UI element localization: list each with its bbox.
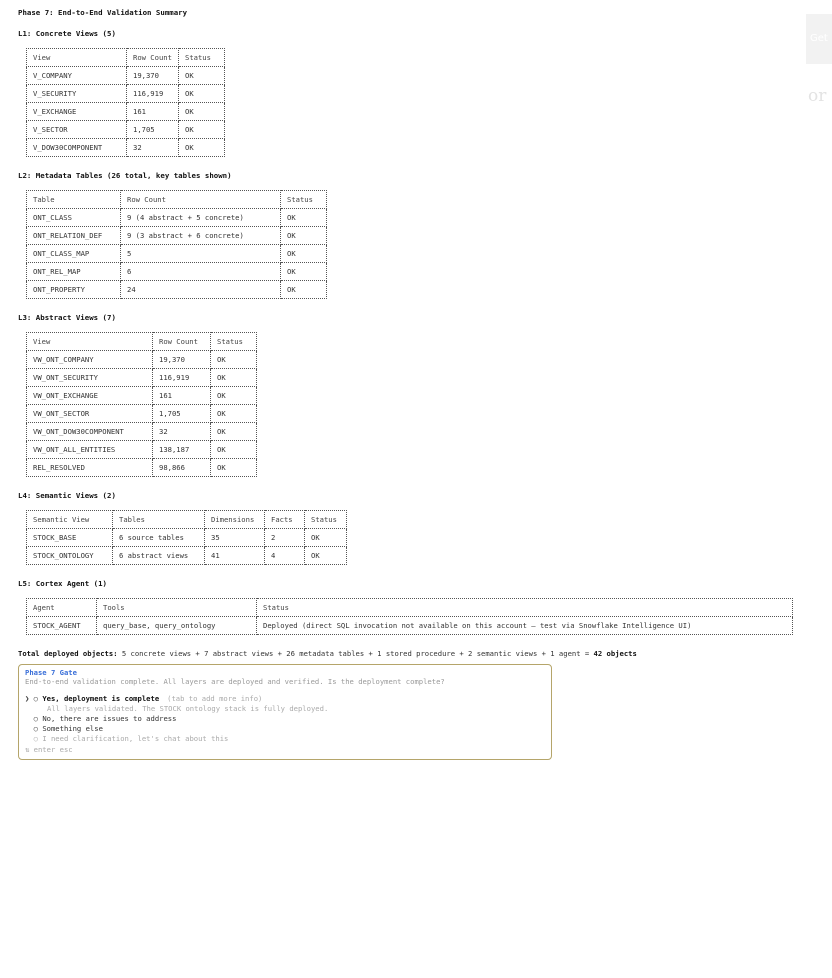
table-cell: 9 (3 abstract + 6 concrete) [121,227,281,245]
table-cell: OK [179,139,225,157]
table-cell: 161 [153,387,211,405]
table-row [27,121,225,139]
table-cell: 32 [127,139,179,157]
l1-table [26,48,225,157]
table-cell: OK [305,529,347,547]
table-cell: ONT_REL_MAP [27,263,121,281]
column-header: View [27,49,127,67]
table-cell: 6 abstract views [113,547,205,565]
column-header: View [27,333,153,351]
table-cell: 138,187 [153,441,211,459]
table-row [27,405,257,423]
table-cell: OK [211,441,257,459]
table-cell: 116,919 [153,369,211,387]
table-cell: query_base, query_ontology [97,617,257,635]
table-cell: OK [211,369,257,387]
table-cell: ONT_PROPERTY [27,281,121,299]
table-cell: VW_ONT_EXCHANGE [27,387,153,405]
option-hint: (tab to add more info) [167,694,263,703]
table-cell: OK [179,85,225,103]
table-row [27,245,327,263]
option-label: Something else [42,724,103,733]
table-cell: OK [281,245,327,263]
selection-caret-icon: ❯ ○ [25,694,43,703]
l5-heading: L5: Cortex Agent (1) [18,579,107,588]
table-cell: OK [211,459,257,477]
option-label: No, there are issues to address [42,714,177,723]
table-header-row [27,599,793,617]
table-cell: V_EXCHANGE [27,103,127,121]
table-cell: 1,705 [127,121,179,139]
table-row [27,441,257,459]
column-header: Row Count [153,333,211,351]
table-header-row [27,191,327,209]
column-header: Semantic View [27,511,113,529]
table-cell: OK [211,423,257,441]
table-cell: OK [179,67,225,85]
table-cell: OK [211,405,257,423]
option-label: Yes, deployment is complete [42,694,160,703]
table-cell: V_COMPANY [27,67,127,85]
table-cell: VW_ONT_SECTOR [27,405,153,423]
column-header: Status [179,49,225,67]
radio-icon: ○ [25,734,43,743]
l1-heading: L1: Concrete Views (5) [18,29,116,38]
table-cell: OK [211,387,257,405]
table-row [27,209,327,227]
table-cell: 32 [153,423,211,441]
l4-table [26,510,347,565]
table-row [27,85,225,103]
table-cell: OK [281,263,327,281]
gate-option-clarification[interactable] [25,734,545,744]
table-cell: VW_ONT_COMPANY [27,351,153,369]
table-cell: OK [281,227,327,245]
table-row [27,459,257,477]
table-cell: ONT_CLASS_MAP [27,245,121,263]
l5-table [26,598,793,635]
table-cell: 9 (4 abstract + 5 concrete) [121,209,281,227]
table-cell: VW_ONT_ALL_ENTITIES [27,441,153,459]
side-text: or [808,86,827,106]
table-row [27,139,225,157]
phase-gate-prompt [18,664,552,760]
l3-table [26,332,257,477]
validation-summary [18,8,818,760]
radio-icon: ○ [25,724,43,733]
column-header: Table [27,191,121,209]
table-cell: 35 [205,529,265,547]
total-objects [18,649,818,658]
table-cell: 161 [127,103,179,121]
total-result: 42 objects [593,649,637,658]
table-cell: OK [211,351,257,369]
table-row [27,529,347,547]
table-cell: 24 [121,281,281,299]
table-cell: 4 [265,547,305,565]
table-row [27,281,327,299]
get-started-button[interactable]: Get [806,14,832,64]
column-header: Agent [27,599,97,617]
table-row [27,423,257,441]
gate-option-yes[interactable] [25,694,545,704]
table-header-row [27,49,225,67]
gate-option-no[interactable] [25,714,545,724]
table-cell: REL_RESOLVED [27,459,153,477]
option-description: All layers validated. The STOCK ontology stack is fully deployed. [47,704,329,713]
table-cell: OK [179,121,225,139]
column-header: Facts [265,511,305,529]
table-row [27,227,327,245]
column-header: Tools [97,599,257,617]
option-label: I need clarification, let's chat about this [42,734,229,743]
table-cell: 19,370 [127,67,179,85]
table-cell: V_SECURITY [27,85,127,103]
column-header: Status [281,191,327,209]
table-row [27,617,793,635]
table-row [27,67,225,85]
column-header: Dimensions [205,511,265,529]
table-cell: OK [305,547,347,565]
total-text: 5 concrete views + 7 abstract views + 26 metadata tables + 1 stored procedure + 2 semantic views + 1 agent = [121,649,590,658]
radio-icon: ○ [25,714,43,723]
l2-table [26,190,327,299]
table-cell: V_SECTOR [27,121,127,139]
column-header: Status [257,599,793,617]
column-header: Status [305,511,347,529]
column-header: Status [211,333,257,351]
table-row [27,263,327,281]
table-row [27,369,257,387]
column-header: Row Count [121,191,281,209]
table-cell: Deployed (direct SQL invocation not available on this account — test via Snowflake Intelligence UI) [257,617,793,635]
keyboard-hints: ⇅ enter esc [25,745,73,754]
table-row [27,351,257,369]
gate-title: Phase 7 Gate [25,668,77,677]
table-row [27,103,225,121]
table-cell: 98,866 [153,459,211,477]
l3-heading: L3: Abstract Views (7) [18,313,116,322]
table-header-row [27,511,347,529]
table-cell: 6 source tables [113,529,205,547]
table-cell: VW_ONT_SECURITY [27,369,153,387]
table-cell: 2 [265,529,305,547]
table-cell: 1,705 [153,405,211,423]
table-cell: 5 [121,245,281,263]
table-cell: ONT_RELATION_DEF [27,227,121,245]
table-cell: ONT_CLASS [27,209,121,227]
table-cell: OK [179,103,225,121]
table-cell: OK [281,281,327,299]
table-row [27,387,257,405]
column-header: Tables [113,511,205,529]
l4-heading: L4: Semantic Views (2) [18,491,116,500]
table-cell: STOCK_BASE [27,529,113,547]
column-header: Row Count [127,49,179,67]
l2-heading: L2: Metadata Tables (26 total, key tables shown) [18,171,232,180]
table-cell: OK [281,209,327,227]
table-cell: STOCK_ONTOLOGY [27,547,113,565]
table-cell: 116,919 [127,85,179,103]
table-cell: 41 [205,547,265,565]
table-row [27,547,347,565]
table-cell: V_DOW30COMPONENT [27,139,127,157]
page-title: Phase 7: End-to-End Validation Summary [18,8,188,17]
table-header-row [27,333,257,351]
table-cell: 19,370 [153,351,211,369]
table-cell: VW_ONT_DOW30COMPONENT [27,423,153,441]
gate-option-something-else[interactable] [25,724,545,734]
total-label: Total deployed objects: [18,649,118,658]
table-cell: 6 [121,263,281,281]
gate-subtitle: End-to-end validation complete. All layers are deployed and verified. Is the deployment complete? [25,677,445,686]
table-cell: STOCK_AGENT [27,617,97,635]
